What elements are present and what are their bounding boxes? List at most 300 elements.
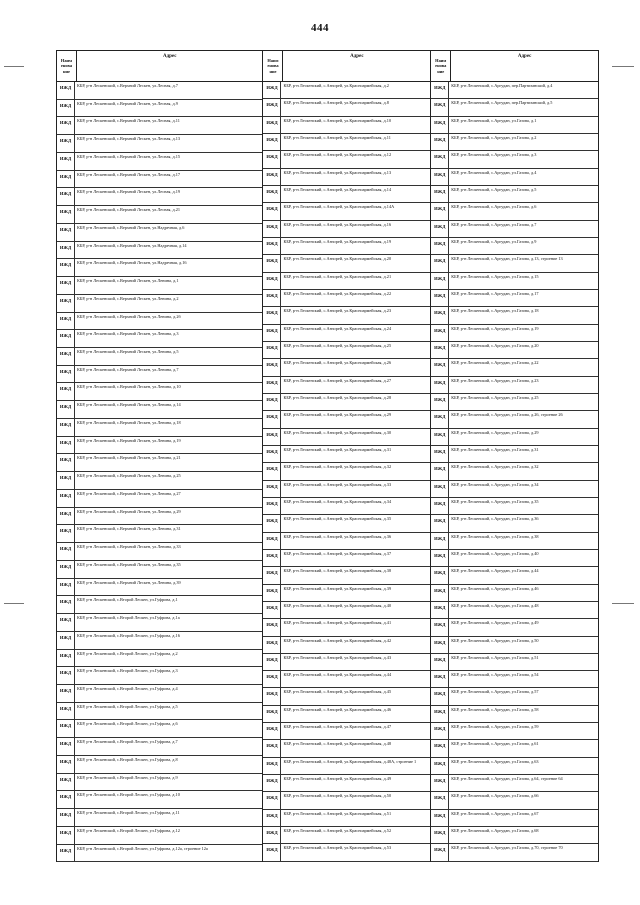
table-row — [431, 151, 598, 168]
table-row — [57, 525, 262, 543]
object-type-cell: ИЖД — [431, 186, 449, 202]
table-row — [57, 100, 262, 118]
table-row — [431, 637, 598, 654]
address-cell: КБР, р-н Лескенский, с.Аргудан, ул.Газова, д.31 — [451, 446, 539, 452]
object-type-cell: ИЖД — [431, 203, 449, 219]
table-row — [431, 723, 598, 740]
address-cell: КБР, р-н Лескенский, с.Анзорей, ул.Красноармейская, д.48А, строение 1 — [283, 758, 417, 764]
table-row — [263, 359, 430, 376]
table-row — [431, 619, 598, 636]
address-cell: КБР, р-н Лескенский, с.Анзорей, ул.Красноармейская, д.48 — [283, 741, 392, 747]
object-type-cell: ИЖД — [57, 242, 75, 259]
object-type-cell: ИЖД — [431, 446, 449, 462]
table-row — [57, 508, 262, 526]
object-type-cell: ИЖД — [431, 273, 449, 289]
object-type-cell: ИЖД — [263, 758, 281, 774]
table-row — [431, 99, 598, 116]
address-cell: КБР, р-н Лескенский, с.Аргудан, ул.Газова, д.61 — [451, 741, 539, 747]
object-type-cell: ИЖД — [57, 419, 75, 436]
object-type-cell: ИЖД — [431, 654, 449, 670]
address-cell: КБР, р-н Лескенский, с.Анзорей, ул.Красноармейская, д.22 — [283, 290, 392, 296]
object-type-cell: ИЖД — [263, 394, 281, 410]
table-row — [263, 463, 430, 480]
table-row — [263, 723, 430, 740]
object-type-cell: ИЖД — [263, 619, 281, 635]
address-cell: КБР, р-н Лескенский, с.Анзорей, ул.Красноармейская, д.13 — [283, 169, 392, 175]
address-cell: КБР, р-н Лескенский, с.Анзорей, ул.Красноармейская, д.40 — [283, 602, 392, 608]
object-type-cell: ИЖД — [57, 472, 75, 489]
address-cell: КБР, р-н Лескенский, с.Аргудан, ул.Газова, д.22 — [451, 360, 539, 366]
address-cell: КБР, р-н Лескенский, с.Аргудан, ул.Газова, д.36 — [451, 516, 539, 522]
address-cell: КБР, р-н Лескенский, с.Анзорей, ул.Красноармейская, д.25 — [283, 342, 392, 348]
table-row — [263, 792, 430, 809]
table-row — [57, 171, 262, 189]
object-type-cell: ИЖД — [431, 82, 449, 98]
address-cell: КБР, р-н Лескенский, с.Аргудан, ул.Газова, д.25 — [451, 394, 539, 400]
address-cell: КБР, р-н Лескенский, с.Анзорей, ул.Красноармейская, д.35 — [283, 516, 392, 522]
address-cell: КБР, р-н Лескенский, с.Аргудан, ул.Газова, д.13, строение 13 — [451, 256, 563, 262]
table-row — [263, 325, 430, 342]
address-cell: КБР, р-н Лескенский, с.Аргудан, ул.Газова, д.67 — [451, 810, 539, 816]
object-type-cell: ИЖД — [431, 117, 449, 133]
address-cell: КБР, р-н Лескенский, с.Аргудан, ул.Газова, д.9 — [451, 238, 537, 244]
rows-container — [57, 82, 262, 862]
table-row — [431, 377, 598, 394]
address-cell: КБР, р-н Лескенский, с.Аргудан, ул.Газова, д.35 — [451, 498, 539, 504]
address-cell: КБР, р-н Лескенский, с.Аргудан, ул.Газова, д.64, строение 64 — [451, 776, 563, 782]
address-cell: КБР, р-н Лескенский, с.Анзорей, ул.Красноармейская, д.52 — [283, 828, 392, 834]
table-row — [431, 602, 598, 619]
object-type-cell: ИЖД — [263, 463, 281, 479]
address-cell: КБР, р-н Лескенский, с.Аргудан, ул.Газова, д.15 — [451, 273, 539, 279]
address-cell: КБР, р-н Лескенский, с.Аргудан, ул.Газова, д.20 — [451, 342, 539, 348]
table-row — [431, 585, 598, 602]
table-row — [263, 394, 430, 411]
address-cell: КБР, р-н Лескенский, с.Верхний Лескен, ул.Ленина, д.25 — [77, 473, 181, 479]
table-row — [431, 186, 598, 203]
table-row — [431, 533, 598, 550]
table-row — [431, 394, 598, 411]
address-cell: КБР, р-н Лескенский, с.Аргудан, ул.Газова, д.44 — [451, 568, 539, 574]
object-type-cell: ИЖД — [431, 429, 449, 445]
object-type-cell: ИЖД — [263, 637, 281, 653]
column-header — [263, 50, 430, 82]
address-cell: КБР, р-н Лескенский, с.Анзорей, ул.Красноармейская, д.43 — [283, 654, 392, 660]
table-row — [431, 792, 598, 809]
table-row — [431, 515, 598, 532]
table-row — [57, 401, 262, 419]
type-header: Наим енова ние — [263, 51, 283, 81]
address-cell: КБР, р-н Лескенский, с.Аргудан, ул.Газова, д.29 — [451, 429, 539, 435]
object-type-cell: ИЖД — [263, 151, 281, 167]
margin-mark — [612, 66, 634, 67]
address-cell: КБР, р-н Лескенский, с.Верхний Лескен, ул.Лесная, д.19 — [77, 189, 181, 195]
object-type-cell: ИЖД — [57, 366, 75, 383]
table-row — [57, 437, 262, 455]
address-cell: КБР, р-н Лескенский, с.Верхний Лескен, ул.Лесная, д.13 — [77, 136, 181, 142]
address-cell: КБР, р-н Лескенский, с.Аргудан, ул.Газова, д.32 — [451, 464, 539, 470]
object-type-cell: ИЖД — [263, 446, 281, 462]
object-type-cell: ИЖД — [263, 515, 281, 531]
address-cell: КБР, р-н Лескенский, с.Анзорей, ул.Красноармейская, д.39 — [283, 585, 392, 591]
address-cell: КБР, р-н Лескенский, с.Верхний Лескен, ул.Ленина, д.7 — [77, 366, 179, 372]
address-cell: КБР, р-н Лескенский, с.Верхний Лескен, ул.Лесная, д.17 — [77, 171, 181, 177]
object-type-cell: ИЖД — [263, 307, 281, 323]
address-cell: КБР, р-н Лескенский, с.Аргудан, ул.Газова, д.51 — [451, 654, 539, 660]
table-row — [431, 238, 598, 255]
object-type-cell: ИЖД — [57, 738, 75, 755]
object-type-cell: ИЖД — [263, 567, 281, 583]
object-type-cell: ИЖД — [263, 602, 281, 618]
object-type-cell: ИЖД — [263, 706, 281, 722]
address-cell: КБР, р-н Лескенский, с.Анзорей, ул.Красноармейская, д.28 — [283, 394, 392, 400]
object-type-cell: ИЖД — [57, 277, 75, 294]
address-cell: КБР, р-н Лескенский, с.Верхний Лескен, ул.Ленина, д.3 — [77, 331, 179, 337]
object-type-cell: ИЖД — [431, 359, 449, 375]
object-type-cell: ИЖД — [263, 671, 281, 687]
table-row — [431, 481, 598, 498]
table-row — [263, 827, 430, 844]
address-cell: КБР, р-н Лескенский, с.Анзорей, ул.Красноармейская, д.33 — [283, 481, 392, 487]
table-row — [57, 313, 262, 331]
object-type-cell: ИЖД — [263, 359, 281, 375]
address-cell: КБР, р-н Лескенский, с.Верхний Лескен, ул.Лесная, д.9 — [77, 100, 178, 106]
rows-container — [263, 82, 430, 862]
table-row — [263, 342, 430, 359]
table-row — [57, 224, 262, 242]
table-row — [57, 703, 262, 721]
object-type-cell: ИЖД — [263, 411, 281, 427]
address-cell: КБР, р-н Лескенский, с.Анзорей, ул.Красноармейская, д.47 — [283, 724, 392, 730]
object-type-cell: ИЖД — [431, 550, 449, 566]
table-row — [431, 342, 598, 359]
address-cell: КБР, р-н Лескенский, с.Аргудан, ул.Газова, д.38 — [451, 533, 539, 539]
table-row — [431, 203, 598, 220]
address-cell: КБР, р-н Лескенский, с.Верхний Лескен, ул.Лесная, д.11 — [77, 118, 180, 124]
object-type-cell: ИЖД — [263, 775, 281, 791]
table-row — [431, 290, 598, 307]
object-type-cell: ИЖД — [57, 703, 75, 720]
object-type-cell: ИЖД — [57, 809, 75, 826]
table-row — [431, 827, 598, 844]
table-row — [263, 255, 430, 272]
object-type-cell: ИЖД — [431, 533, 449, 549]
address-cell: КБР, р-н Лескенский, с.Второй Лескен, ул.Гуфрова, д.16 — [77, 632, 180, 638]
table-row — [263, 515, 430, 532]
table-row — [431, 654, 598, 671]
table-row — [263, 221, 430, 238]
address-cell: КБР, р-н Лескенский, с.Анзорей, ул.Красноармейская, д.26 — [283, 360, 392, 366]
margin-mark — [612, 603, 634, 604]
object-type-cell: ИЖД — [57, 171, 75, 188]
address-cell: КБР, р-н Лескенский, с.Анзорей, ул.Красноармейская, д.31 — [283, 446, 392, 452]
object-type-cell: ИЖД — [57, 259, 75, 276]
table-row — [57, 188, 262, 206]
object-type-cell: ИЖД — [431, 740, 449, 756]
address-cell: КБР, р-н Лескенский, с.Второй Лескен, ул.Гуфрова, д.11 — [77, 810, 180, 816]
table-row — [263, 706, 430, 723]
object-type-cell: ИЖД — [263, 99, 281, 115]
address-cell: КБР, р-н Лескенский, с.Верхний Лескен, ул.Ленина, д.35 — [77, 561, 181, 567]
object-type-cell: ИЖД — [263, 134, 281, 150]
table-row — [57, 490, 262, 508]
object-type-cell: ИЖД — [431, 498, 449, 514]
object-type-cell: ИЖД — [431, 515, 449, 531]
table-row — [431, 325, 598, 342]
margin-mark — [4, 603, 24, 604]
address-cell: КБР, р-н Лескенский, с.Анзорей, ул.Красноармейская, д.45 — [283, 689, 392, 695]
table-row — [263, 134, 430, 151]
table-row — [431, 411, 598, 428]
object-type-cell: ИЖД — [263, 723, 281, 739]
table-row — [57, 472, 262, 490]
rows-container — [431, 82, 598, 862]
address-cell: КБР, р-н Лескенский, с.Аргудан, ул.Газова, д.34 — [451, 481, 539, 487]
address-cell: КБР, р-н Лескенский, с.Верхний Лескен, ул.Надречная, д.6 — [77, 224, 185, 230]
table-row — [57, 650, 262, 668]
table-row — [263, 186, 430, 203]
object-type-cell: ИЖД — [431, 377, 449, 393]
table-row — [263, 567, 430, 584]
object-type-cell: ИЖД — [431, 238, 449, 254]
object-type-cell: ИЖД — [431, 723, 449, 739]
address-cell: КБР, р-н Лескенский, с.Аргудан, пер.Партизанский, д.5 — [451, 100, 553, 106]
address-cell: КБР, р-н Лескенский, с.Анзорей, ул.Красноармейская, д.38 — [283, 568, 392, 574]
object-type-cell: ИЖД — [431, 688, 449, 704]
address-cell: КБР, р-н Лескенский, с.Аргудан, ул.Газова, д.48 — [451, 602, 539, 608]
address-cell: КБР, р-н Лескенский, с.Верхний Лескен, ул.Ленина, д.2 — [77, 295, 179, 301]
object-type-cell: ИЖД — [431, 221, 449, 237]
address-cell: КБР, р-н Лескенский, с.Верхний Лескен, ул.Ленина, д.33 — [77, 544, 181, 550]
address-cell: КБР, р-н Лескенский, с.Аргудан, ул.Газова, д.68 — [451, 828, 539, 834]
address-cell: КБР, р-н Лескенский, с.Верхний Лескен, ул.Лесная, д.7 — [77, 83, 178, 88]
object-type-cell: ИЖД — [263, 654, 281, 670]
address-cell: КБР, р-н Лескенский, с.Верхний Лескен, ул.Ленина, д.14 — [77, 402, 181, 408]
table-row — [431, 117, 598, 134]
address-cell: КБР, р-н Лескенский, с.Аргудан, пер.Партизанский, д.4 — [451, 83, 553, 88]
table-row — [263, 481, 430, 498]
table-row — [263, 775, 430, 792]
table-row — [57, 135, 262, 153]
object-type-cell: ИЖД — [431, 602, 449, 618]
object-type-cell: ИЖД — [263, 810, 281, 826]
object-type-cell: ИЖД — [431, 169, 449, 185]
address-cell: КБР, р-н Лескенский, с.Верхний Лескен, ул.Лесная, д.15 — [77, 153, 181, 159]
address-cell: КБР, р-н Лескенский, с.Второй Лескен, ул.Гуфрова, д.9 — [77, 774, 178, 780]
object-type-cell: ИЖД — [431, 99, 449, 115]
address-cell: КБР, р-н Лескенский, с.Анзорей, ул.Красноармейская, д.51 — [283, 810, 392, 816]
table-row — [431, 307, 598, 324]
table-row — [431, 758, 598, 775]
address-cell: КБР, р-н Лескенский, с.Аргудан, ул.Газова, д.50 — [451, 637, 539, 643]
object-type-cell: ИЖД — [431, 394, 449, 410]
object-type-cell: ИЖД — [263, 550, 281, 566]
address-header: Адрес — [163, 54, 177, 59]
object-type-cell: ИЖД — [57, 295, 75, 312]
table-row — [263, 151, 430, 168]
table-row — [431, 740, 598, 757]
object-type-cell: ИЖД — [263, 585, 281, 601]
address-cell: КБР, р-н Лескенский, с.Верхний Лескен, ул.Ленина, д.2б — [77, 313, 181, 319]
table-row — [431, 134, 598, 151]
object-type-cell: ИЖД — [57, 401, 75, 418]
address-cell: КБР, р-н Лескенский, с.Анзорей, ул.Красноармейская, д.10 — [283, 117, 392, 123]
object-type-cell: ИЖД — [263, 533, 281, 549]
object-type-cell: ИЖД — [263, 827, 281, 843]
address-cell: КБР, р-н Лескенский, с.Анзорей, ул.Красноармейская, д.49 — [283, 776, 392, 782]
object-type-cell: ИЖД — [431, 411, 449, 427]
object-type-cell: ИЖД — [57, 632, 75, 649]
object-type-cell: ИЖД — [57, 791, 75, 808]
address-cell: КБР, р-н Лескенский, с.Верхний Лескен, ул.Ленина, д.21 — [77, 455, 181, 461]
table-row — [263, 411, 430, 428]
object-type-cell: ИЖД — [263, 82, 281, 98]
address-cell: КБР, р-н Лескенский, с.Аргудан, ул.Газова, д.6 — [451, 204, 537, 210]
address-cell: КБР, р-н Лескенский, с.Аргудан, ул.Газова, д.46 — [451, 585, 539, 591]
object-type-cell: ИЖД — [57, 348, 75, 365]
type-header: Наим енова ние — [57, 51, 77, 81]
object-type-cell: ИЖД — [431, 810, 449, 826]
table-column — [262, 50, 430, 862]
address-cell: КБР, р-н Лескенский, с.Анзорей, ул.Красноармейская, д.14А — [283, 204, 395, 210]
object-type-cell: ИЖД — [263, 169, 281, 185]
address-cell: КБР, р-н Лескенский, с.Верхний Лескен, ул.Ленина, д.1 — [77, 278, 179, 284]
address-cell: КБР, р-н Лескенский, с.Верхний Лескен, ул.Ленина, д.27 — [77, 490, 181, 496]
object-type-cell: ИЖД — [431, 481, 449, 497]
table-row — [263, 533, 430, 550]
table-row — [57, 632, 262, 650]
address-cell: КБР, р-н Лескенский, с.Аргудан, ул.Газова, д.66 — [451, 793, 539, 799]
table-row — [57, 756, 262, 774]
address-cell: КБР, р-н Лескенский, с.Второй Лескен, ул.Гуфрова, д.10 — [77, 792, 180, 798]
address-cell: КБР, р-н Лескенский, с.Верхний Лескен, ул.Ленина, д.19 — [77, 437, 181, 443]
address-cell: КБР, р-н Лескенский, с.Второй Лескен, ул.Гуфрова, д.3 — [77, 668, 178, 674]
page-number: 444 — [311, 22, 329, 34]
address-header: Адрес — [350, 54, 364, 59]
object-type-cell: ИЖД — [263, 186, 281, 202]
address-cell: КБР, р-н Лескенский, с.Второй Лескен, ул.Гуфрова, д.4 — [77, 685, 178, 691]
object-type-cell: ИЖД — [263, 740, 281, 756]
object-type-cell: ИЖД — [431, 342, 449, 358]
table-row — [263, 758, 430, 775]
address-cell: КБР, р-н Лескенский, с.Аргудан, ул.Газова, д.19 — [451, 325, 539, 331]
address-cell: КБР, р-н Лескенский, с.Аргудан, ул.Газова, д.57 — [451, 689, 539, 695]
table-row — [431, 550, 598, 567]
object-type-cell: ИЖД — [57, 774, 75, 791]
address-cell: КБР, р-н Лескенский, с.Аргудан, ул.Газова, д.49 — [451, 620, 539, 626]
object-type-cell: ИЖД — [263, 221, 281, 237]
address-cell: КБР, р-н Лескенский, с.Анзорей, ул.Красноармейская, д.44 — [283, 672, 392, 678]
object-type-cell: ИЖД — [57, 224, 75, 241]
address-cell: КБР, р-н Лескенский, с.Второй Лескен, ул.Гуфрова, д.1 — [77, 597, 178, 603]
object-type-cell: ИЖД — [57, 153, 75, 170]
object-type-cell: ИЖД — [57, 100, 75, 117]
address-cell: КБР, р-н Лескенский, с.Верхний Лескен, ул.Ленина, д.10 — [77, 384, 181, 390]
object-type-cell: ИЖД — [57, 827, 75, 844]
table-row — [431, 844, 598, 861]
object-type-cell: ИЖД — [263, 429, 281, 445]
object-type-cell: ИЖД — [57, 490, 75, 507]
object-type-cell: ИЖД — [57, 614, 75, 631]
address-cell: КБР, р-н Лескенский, с.Анзорей, ул.Красноармейская, д.23 — [283, 308, 392, 314]
table-row — [57, 330, 262, 348]
table-row — [57, 242, 262, 260]
object-type-cell: ИЖД — [431, 151, 449, 167]
address-cell: КБР, р-н Лескенский, с.Верхний Лескен, ул.Ленина, д.29 — [77, 508, 181, 514]
table-row — [431, 273, 598, 290]
address-cell: КБР, р-н Лескенский, с.Второй Лескен, ул.Гуфрова, д.12 — [77, 827, 180, 833]
object-type-cell: ИЖД — [57, 685, 75, 702]
address-cell: КБР, р-н Лескенский, с.Анзорей, ул.Красноармейская, д.36 — [283, 533, 392, 539]
table-row — [263, 602, 430, 619]
table-row — [57, 827, 262, 845]
object-type-cell: ИЖД — [57, 579, 75, 596]
object-type-cell: ИЖД — [57, 82, 75, 99]
address-cell: КБР, р-н Лескенский, с.Аргудан, ул.Газова, д.63 — [451, 758, 539, 764]
table-row — [263, 654, 430, 671]
object-type-cell: ИЖД — [263, 377, 281, 393]
object-type-cell: ИЖД — [263, 273, 281, 289]
table-row — [431, 221, 598, 238]
address-table — [56, 50, 599, 862]
address-cell: КБР, р-н Лескенский, с.Верхний Лескен, ул.Надречная, д.16 — [77, 260, 187, 266]
address-cell: КБР, р-н Лескенский, с.Аргудан, ул.Газова, д.7 — [451, 221, 537, 227]
object-type-cell: ИЖД — [431, 134, 449, 150]
address-cell: КБР, р-н Лескенский, с.Анзорей, ул.Красноармейская, д.24 — [283, 325, 392, 331]
table-column — [56, 50, 262, 862]
table-row — [57, 383, 262, 401]
object-type-cell: ИЖД — [431, 619, 449, 635]
object-type-cell: ИЖД — [431, 792, 449, 808]
address-cell: КБР, р-н Лескенский, с.Анзорей, ул.Красноармейская, д.2 — [283, 83, 389, 88]
address-cell: КБР, р-н Лескенский, с.Аргудан, ул.Газова, д.5 — [451, 186, 537, 192]
table-row — [263, 169, 430, 186]
table-row — [263, 619, 430, 636]
object-type-cell: ИЖД — [57, 135, 75, 152]
table-row — [57, 720, 262, 738]
object-type-cell: ИЖД — [57, 188, 75, 205]
table-row — [57, 153, 262, 171]
address-cell: КБР, р-н Лескенский, с.Аргудан, ул.Газова, д.18 — [451, 308, 539, 314]
address-cell: КБР, р-н Лескенский, с.Анзорей, ул.Красноармейская, д.50 — [283, 793, 392, 799]
object-type-cell: ИЖД — [263, 325, 281, 341]
object-type-cell: ИЖД — [57, 383, 75, 400]
object-type-cell: ИЖД — [263, 342, 281, 358]
object-type-cell: ИЖД — [431, 585, 449, 601]
table-row — [57, 259, 262, 277]
address-cell: КБР, р-н Лескенский, с.Аргудан, ул.Газова, д.1 — [451, 117, 537, 123]
address-header: Адрес — [517, 54, 532, 59]
type-header: Наим енова ние — [431, 51, 451, 81]
address-cell: КБР, р-н Лескенский, с.Анзорей, ул.Красноармейская, д.16 — [283, 221, 392, 227]
address-cell: КБР, р-н Лескенский, с.Анзорей, ул.Красноармейская, д.27 — [283, 377, 392, 383]
table-row — [57, 579, 262, 597]
object-type-cell: ИЖД — [57, 508, 75, 525]
table-row — [431, 775, 598, 792]
object-type-cell: ИЖД — [263, 238, 281, 254]
table-row — [57, 117, 262, 135]
table-row — [263, 585, 430, 602]
table-row — [57, 348, 262, 366]
address-cell: КБР, р-н Лескенский, с.Верхний Лескен, ул.Ленина, д.5 — [77, 349, 179, 355]
address-cell: КБР, р-н Лескенский, с.Аргудан, ул.Газова, д.2 — [451, 134, 537, 140]
address-cell: КБР, р-н Лескенский, с.Анзорей, ул.Красноармейская, д.29 — [283, 412, 392, 418]
object-type-cell: ИЖД — [263, 481, 281, 497]
table-row — [431, 446, 598, 463]
table-row — [57, 791, 262, 809]
object-type-cell: ИЖД — [431, 255, 449, 271]
object-type-cell: ИЖД — [431, 325, 449, 341]
